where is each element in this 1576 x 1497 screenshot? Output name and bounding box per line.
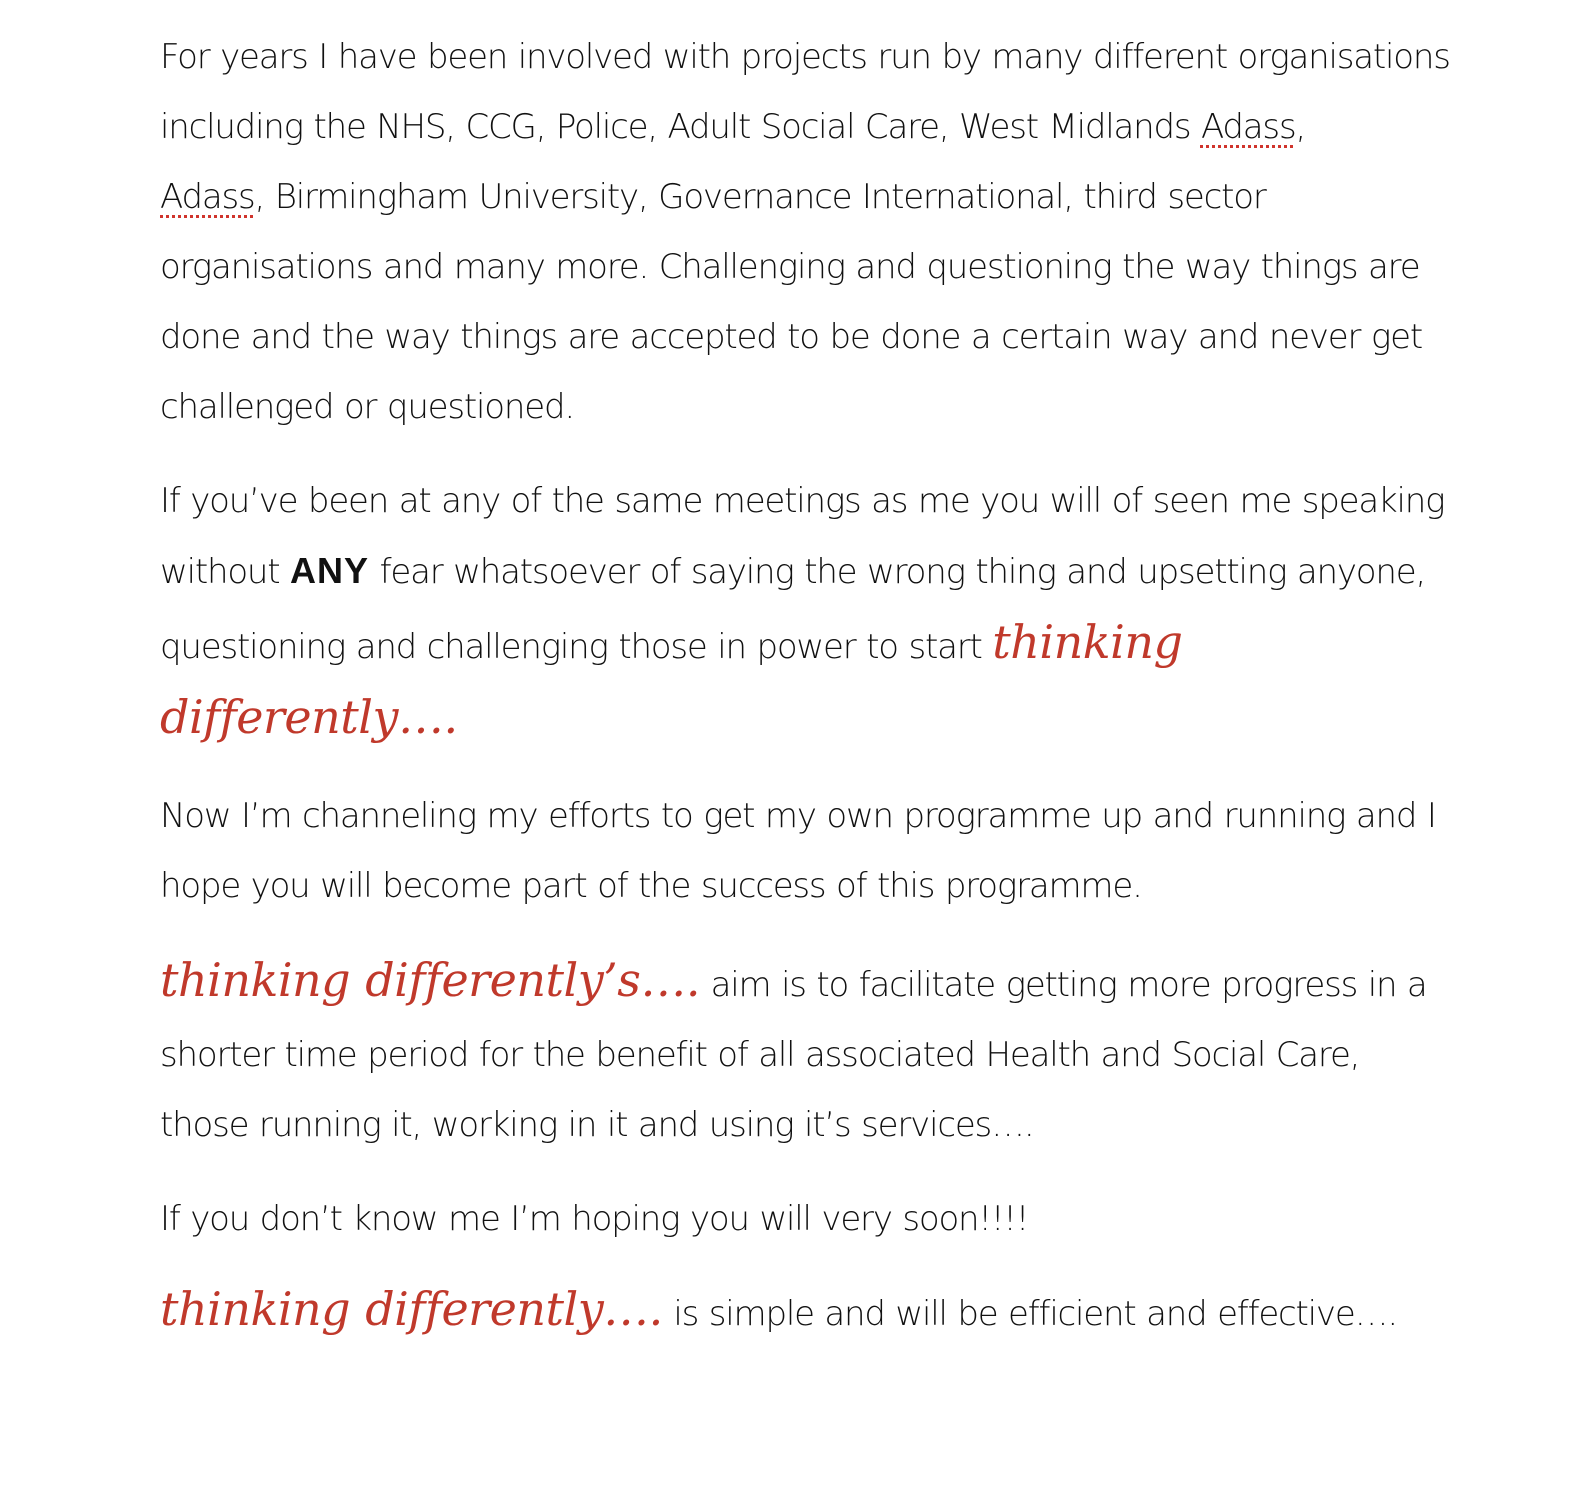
spellcheck-flagged-word[interactable]: Adass: [160, 177, 255, 217]
text-line: challenged or questioned.: [160, 387, 574, 427]
emphasis-any: ANY: [290, 550, 370, 591]
text-line: done and the way things are accepted to be done a certain way and never get: [160, 317, 1422, 357]
brand-script-text: differently….: [160, 690, 458, 744]
paragraph-programme: [160, 781, 1530, 921]
text-line: If you don’t know me I’m hoping you will very soon!!!!: [160, 1199, 1029, 1239]
brand-script-text: thinking: [992, 615, 1183, 669]
paragraph-meetings: [160, 466, 1530, 757]
text-line: those running it, working in it and using it’s services….: [160, 1105, 1034, 1145]
brand-script-text: thinking differently….: [160, 1282, 663, 1336]
paragraph-know-me: [160, 1184, 1530, 1254]
text-line: shorter time period for the benefit of all associated Health and Social Care,: [160, 1035, 1360, 1075]
brand-script-text: thinking differently’s….: [160, 953, 701, 1007]
text-fragment: fear whatsoever of saying the wrong thing and upsetting anyone,: [369, 552, 1426, 592]
text-fragment: aim is to facilitate getting more progress in a: [700, 965, 1427, 1005]
text-line: If you’ve been at any of the same meetings as me you will of seen me speaking: [160, 481, 1445, 521]
text-fragment: without: [160, 552, 291, 592]
text-line: For years I have been involved with projects run by many different organisations: [160, 37, 1450, 77]
text-fragment: questioning and challenging those in power to start: [160, 627, 993, 667]
document-body: [160, 22, 1530, 1349]
paragraph-aim: [160, 945, 1530, 1160]
text-line: organisations and many more. Challenging and questioning the way things are: [160, 247, 1420, 287]
spellcheck-flagged-word[interactable]: Adass: [1200, 107, 1296, 147]
paragraph-involvement: [160, 22, 1530, 442]
text-fragment: is simple and will be efficient and effective….: [662, 1294, 1397, 1334]
text-line: including the NHS, CCG, Police, Adult Social Care, West Midlands: [160, 107, 1201, 147]
paragraph-simple: [160, 1274, 1530, 1349]
text-fragment: ,: [1295, 107, 1306, 147]
text-line: Now I’m channeling my efforts to get my own programme up and running and I: [160, 796, 1436, 836]
text-fragment: , Birmingham University, Governance International, third sector: [254, 177, 1266, 217]
text-line: hope you will become part of the success of this programme.: [160, 866, 1142, 906]
